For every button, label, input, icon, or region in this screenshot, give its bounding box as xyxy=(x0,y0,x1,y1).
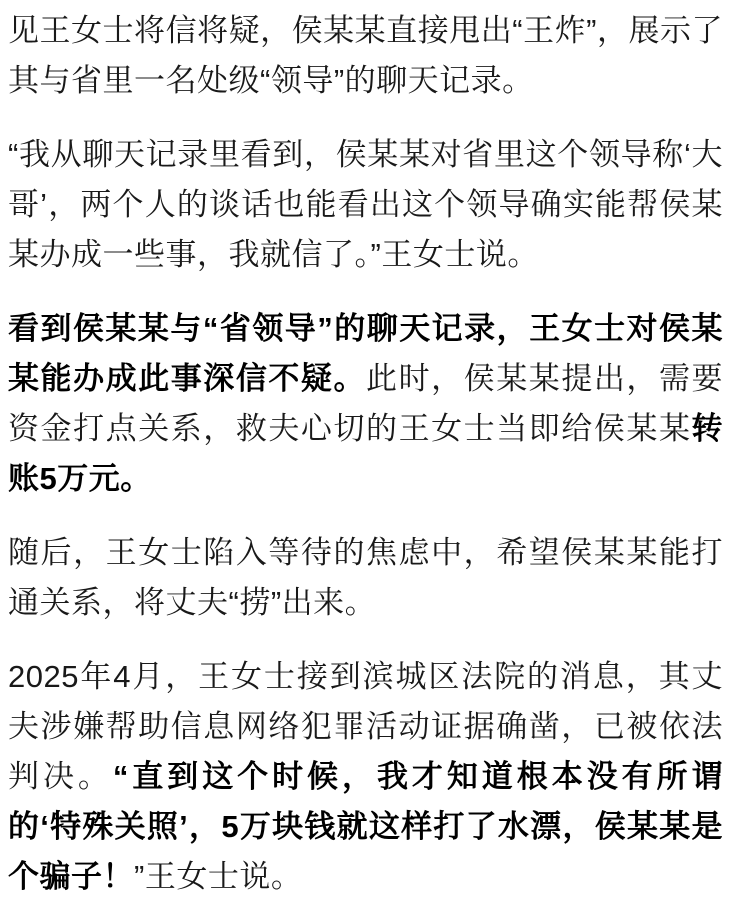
paragraph-3-bold-lead: 看到侯某某与“省领导”的聊天记录，王女士对侯某某能办成此事深信不疑。 xyxy=(8,311,723,396)
paragraph-4 xyxy=(8,528,723,628)
paragraph-3 xyxy=(8,304,723,504)
paragraph-4-text: 随后，王女士陷入等待的焦虑中，希望侯某某能打通关系，将丈夫“捞”出来。 xyxy=(8,535,723,620)
paragraph-5-normal-lead: 2025年4月，王女士接到滨城区法院的消息，其丈夫涉嫌帮助信息网络犯罪活动证据确凿，已被依法判决。 xyxy=(8,659,723,794)
paragraph-2 xyxy=(8,130,723,280)
paragraph-1-text: 见王女士将信将疑，侯某某直接甩出“王炸”，展示了其与省里一名处级“领导”的聊天记录。 xyxy=(8,13,723,98)
paragraph-2-text: “我从聊天记录里看到，侯某某对省里这个领导称‘大哥’，两个人的谈话也能看出这个领导确实能帮侯某某办成一些事，我就信了。”王女士说。 xyxy=(8,137,723,272)
paragraph-3-normal-text: 此时，侯某某提出，需要资金打点关系，救夫心切的王女士当即给侯某某 xyxy=(8,361,724,446)
paragraph-3-bold-amount: 转账5万元。 xyxy=(8,411,723,496)
paragraph-1 xyxy=(8,6,723,106)
paragraph-5-normal-tail: ”王女士说。 xyxy=(134,859,303,894)
paragraph-5-bold-quote: “直到这个时候，我才知道根本没有所谓的‘特殊关照’，5万块钱就这样打了水漂，侯某某是个骗子！ xyxy=(8,759,724,894)
paragraph-5 xyxy=(8,652,723,902)
